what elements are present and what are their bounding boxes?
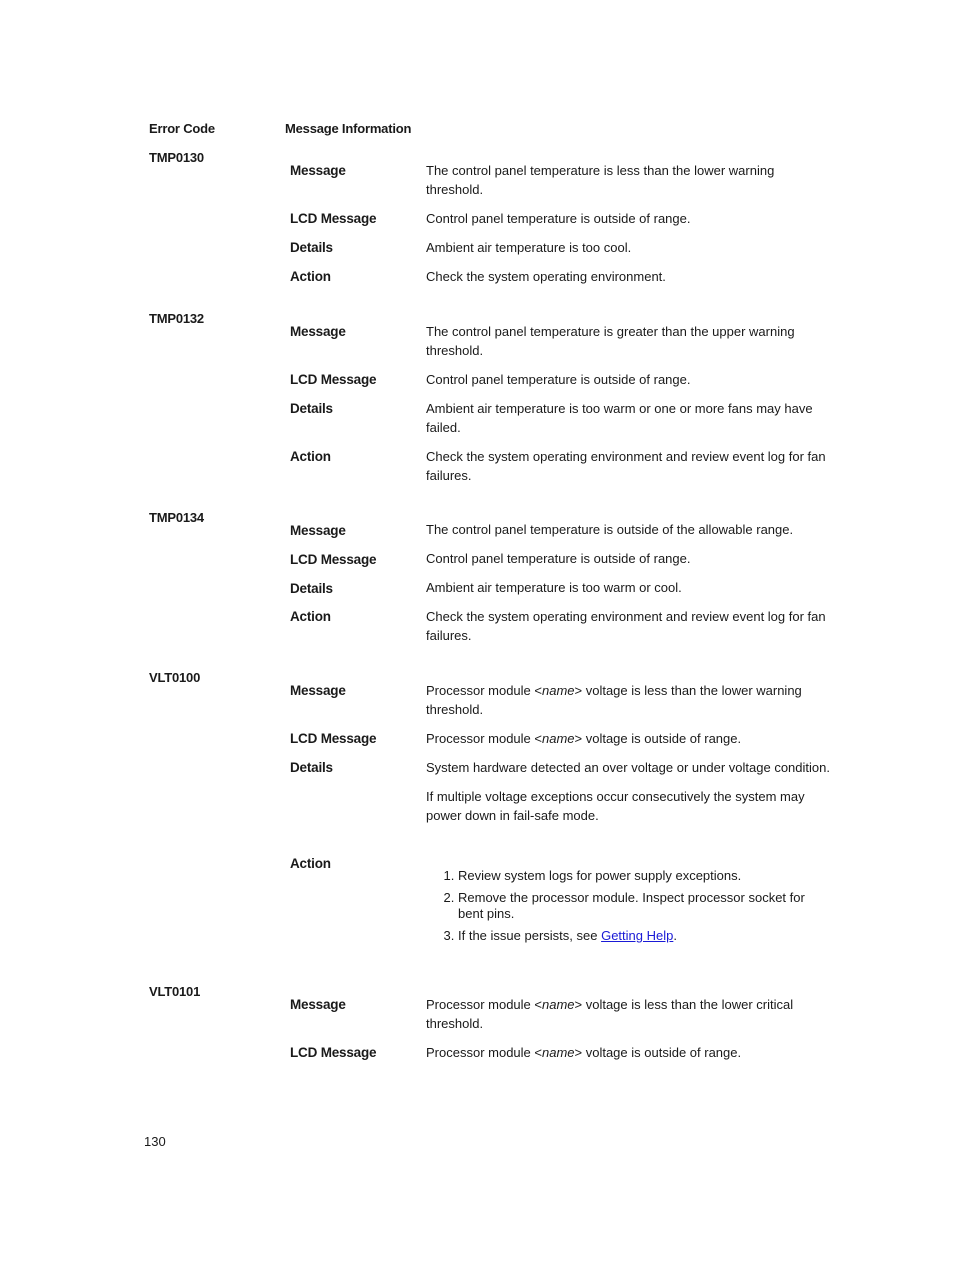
message-text: Processor module <name> voltage is less than the lower critical threshold.: [426, 997, 794, 1031]
lcd-message-text: Control panel temperature is outside of range.: [426, 211, 691, 226]
lcd-message-label: LCD Message: [290, 1045, 377, 1060]
details-paragraph: If multiple voltage exceptions occur consecutively the system may power down in fail-safe mode.: [426, 789, 805, 823]
action-text: Check the system operating environment.: [426, 269, 666, 284]
details-label: Details: [290, 760, 333, 775]
message-label: Message: [290, 163, 346, 178]
message-text: The control panel temperature is less than the lower warning threshold.: [426, 163, 775, 197]
lcd-message-label: LCD Message: [290, 552, 377, 567]
message-label: Message: [290, 324, 346, 339]
action-text: Check the system operating environment and review event log for fan failures.: [426, 449, 826, 483]
lcd-message-label: LCD Message: [290, 372, 377, 387]
error-code: VLT0101: [149, 984, 201, 999]
details-paragraph: System hardware detected an over voltage or under voltage condition.: [426, 760, 830, 775]
error-code: TMP0130: [149, 150, 204, 165]
details-text: [426, 758, 831, 835]
column-header-error-code: Error Code: [149, 121, 215, 136]
action-label: Action: [290, 449, 331, 464]
details-label: Details: [290, 581, 333, 596]
details-text: Ambient air temperature is too cool.: [426, 240, 632, 255]
action-step: 2. Remove the processor module. Inspect processor socket for bent pins.: [458, 890, 831, 922]
error-code: TMP0132: [149, 311, 204, 326]
lcd-message-text: Processor module <name> voltage is outside of range.: [426, 1045, 742, 1060]
page-number: 130: [144, 1134, 166, 1149]
error-code: VLT0100: [149, 670, 201, 685]
details-text: Ambient air temperature is too warm or one or more fans may have failed.: [426, 401, 813, 435]
lcd-message-text: Processor module <name> voltage is outside of range.: [426, 731, 742, 746]
action-label: Action: [290, 856, 331, 871]
lcd-message-label: LCD Message: [290, 731, 377, 746]
lcd-message-text: Control panel temperature is outside of range.: [426, 551, 691, 566]
message-label: Message: [290, 997, 346, 1012]
message-label: Message: [290, 683, 346, 698]
details-label: Details: [290, 240, 333, 255]
column-header-message-information: Message Information: [285, 121, 412, 136]
action-step: 3. If the issue persists, see Getting Help.: [458, 928, 831, 944]
lcd-message-label: LCD Message: [290, 211, 377, 226]
action-label: Action: [290, 269, 331, 284]
message-label: Message: [290, 523, 346, 538]
message-text: The control panel temperature is greater than the upper warning threshold.: [426, 324, 795, 358]
getting-help-link[interactable]: Getting Help: [601, 928, 674, 943]
details-text: Ambient air temperature is too warm or cool.: [426, 580, 682, 595]
action-label: Action: [290, 609, 331, 624]
action-text: Check the system operating environment and review event log for fan failures.: [426, 609, 826, 643]
details-label: Details: [290, 401, 333, 416]
lcd-message-text: Control panel temperature is outside of range.: [426, 372, 691, 387]
message-text: Processor module <name> voltage is less than the lower warning threshold.: [426, 683, 802, 717]
message-text: The control panel temperature is outside of the allowable range.: [426, 522, 794, 537]
action-step: 1. Review system logs for power supply exceptions.: [458, 868, 831, 884]
action-steps: [426, 868, 831, 950]
error-code: TMP0134: [149, 510, 204, 525]
